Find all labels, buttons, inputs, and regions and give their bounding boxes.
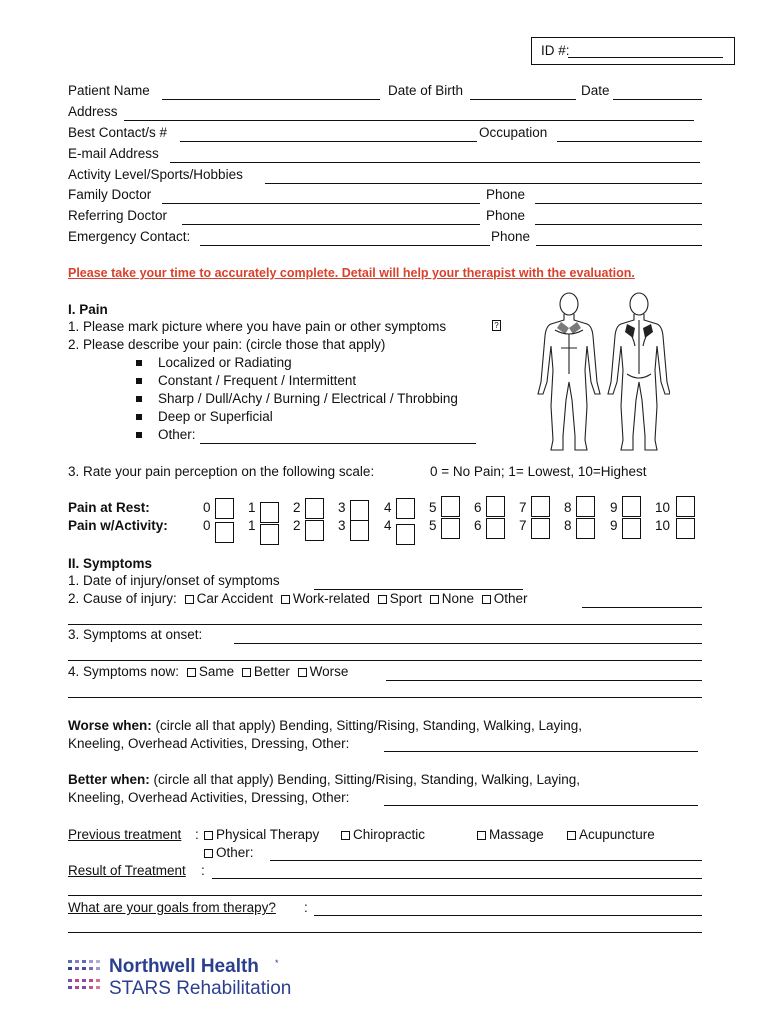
activity-rating-box-2[interactable]	[305, 520, 324, 541]
pain-option[interactable]: Deep or Superficial	[158, 409, 273, 424]
bullet-icon	[136, 414, 142, 420]
missing-glyph-icon: ?	[492, 320, 501, 331]
rating-number: 3	[338, 500, 346, 515]
id-box	[531, 37, 735, 65]
rating-number: 7	[519, 500, 527, 515]
previous-option-massage	[477, 827, 544, 842]
dob-label: Date of Birth	[388, 83, 464, 98]
referring-doctor-input[interactable]	[182, 224, 480, 225]
result-extra-line[interactable]	[68, 895, 702, 896]
rating-number: 2	[293, 518, 301, 533]
dob-input[interactable]	[470, 99, 576, 100]
rest-rating-box-5[interactable]	[441, 496, 460, 517]
activity-rating-box-0[interactable]	[215, 522, 234, 543]
best-contact-label: Best Contact/s #	[68, 125, 168, 140]
rating-number: 0	[203, 518, 211, 533]
activity-rating-box-4[interactable]	[396, 524, 415, 545]
id-label: ID #:	[541, 43, 570, 58]
cause-option: None	[441, 591, 475, 606]
pain-activity-label: Pain w/Activity:	[68, 518, 168, 533]
rating-number: 8	[564, 518, 572, 533]
activity-rating-box-9[interactable]	[622, 518, 641, 539]
rest-rating-box-8[interactable]	[576, 496, 595, 517]
pain-other-input[interactable]	[200, 443, 476, 444]
worse-when-line1	[68, 718, 582, 733]
cause-row	[68, 591, 528, 606]
family-doctor-input[interactable]	[162, 203, 480, 204]
rest-rating-box-3[interactable]	[350, 500, 369, 521]
at-onset-extra-line[interactable]	[68, 660, 702, 661]
bullet-icon	[136, 396, 142, 402]
best-contact-input[interactable]	[180, 141, 477, 142]
pain-option[interactable]: Constant / Frequent / Intermittent	[158, 373, 357, 388]
activity-label: Activity Level/Sports/Hobbies	[68, 167, 243, 182]
symptoms-now-row	[68, 664, 348, 679]
rating-number: 10	[655, 518, 671, 533]
previous-option-chiro	[341, 827, 425, 842]
cause-label: 2. Cause of injury:	[68, 591, 177, 606]
at-onset-input[interactable]	[234, 643, 702, 644]
rest-rating-box-7[interactable]	[531, 496, 550, 517]
northwell-logo-icon	[68, 958, 104, 998]
onset-date-label: 1. Date of injury/onset of symptoms	[68, 573, 280, 588]
activity-rating-box-5[interactable]	[441, 518, 460, 539]
referring-phone-label: Phone	[486, 208, 526, 223]
colon-text: :	[304, 900, 308, 915]
referring-phone-input[interactable]	[535, 224, 702, 225]
activity-rating-box-10[interactable]	[676, 518, 695, 539]
patient-name-input[interactable]	[162, 99, 380, 100]
at-onset-label: 3. Symptoms at onset:	[68, 627, 203, 642]
pain-heading: I. Pain	[68, 302, 108, 317]
rest-rating-box-1[interactable]	[260, 502, 279, 523]
body-diagram[interactable]	[535, 290, 670, 460]
rating-number: 1	[248, 500, 256, 515]
option-label: Physical Therapy	[216, 827, 320, 842]
checkbox-icon[interactable]	[567, 831, 576, 840]
result-treatment-input[interactable]	[212, 878, 702, 879]
checkbox-icon[interactable]	[298, 668, 307, 677]
better-when-line2: Kneeling, Overhead Activities, Dressing, Other:	[68, 790, 350, 805]
goals-label: What are your goals from therapy?	[68, 900, 276, 915]
checkbox-icon[interactable]	[482, 595, 491, 604]
rest-rating-box-10[interactable]	[676, 496, 695, 517]
family-phone-input[interactable]	[535, 203, 702, 204]
rating-number: 7	[519, 518, 527, 533]
logo-line2: STARS Rehabilitation	[109, 978, 292, 999]
previous-option-acupuncture	[567, 827, 655, 842]
symptoms-heading: II. Symptoms	[68, 556, 153, 571]
activity-rating-box-7[interactable]	[531, 518, 550, 539]
bullet-icon	[136, 360, 142, 366]
emergency-contact-input[interactable]	[200, 245, 490, 246]
rating-number: 0	[203, 500, 211, 515]
date-input[interactable]	[613, 99, 702, 100]
pain-option-other-label: Other:	[158, 427, 196, 442]
pain-scale: 0 = No Pain; 1= Lowest, 10=Highest	[430, 464, 647, 479]
option-label: Acupuncture	[579, 827, 655, 842]
symptoms-now-input[interactable]	[386, 680, 702, 681]
referring-doctor-label: Referring Doctor	[68, 208, 168, 223]
logo-mark: *	[275, 958, 279, 968]
rest-rating-box-4[interactable]	[396, 498, 415, 519]
email-label: E-mail Address	[68, 146, 159, 161]
rest-rating-box-2[interactable]	[305, 498, 324, 519]
pain-q3: 3. Rate your pain perception on the following scale:	[68, 464, 375, 479]
worse-when-options[interactable]: (circle all that apply) Bending, Sitting/Rising, Standing, Walking, Laying,	[151, 718, 582, 733]
pain-option[interactable]: Sharp / Dull/Achy / Burning / Electrical / Throbbing	[158, 391, 458, 406]
pain-q2: 2. Please describe your pain: (circle those that apply)	[68, 337, 386, 352]
emergency-contact-label: Emergency Contact:	[68, 229, 191, 244]
address-label: Address	[68, 104, 118, 119]
symptoms-now-extra-line[interactable]	[68, 697, 702, 698]
rating-number: 9	[610, 500, 618, 515]
option-label: Chiropractic	[353, 827, 426, 842]
better-when-options[interactable]: (circle all that apply) Bending, Sitting/Rising, Standing, Walking, Laying,	[149, 772, 580, 787]
rating-number: 6	[474, 518, 482, 533]
checkbox-icon[interactable]	[477, 831, 486, 840]
rating-number: 5	[429, 518, 437, 533]
occupation-input[interactable]	[557, 141, 702, 142]
cause-option: Car Accident	[196, 591, 274, 606]
rating-number: 4	[384, 500, 392, 515]
previous-option-pt	[204, 827, 319, 842]
checkbox-icon[interactable]	[281, 595, 290, 604]
activity-rating-box-6[interactable]	[486, 518, 505, 539]
option-label: Other:	[216, 845, 254, 860]
previous-option-other	[204, 845, 254, 860]
now-option: Worse	[309, 664, 349, 679]
logo-line1: Northwell Health	[109, 956, 259, 977]
worse-when-line2: Kneeling, Overhead Activities, Dressing, Other:	[68, 736, 350, 751]
bullet-icon	[136, 378, 142, 384]
rating-number: 4	[384, 518, 392, 533]
better-other-input[interactable]	[384, 805, 698, 806]
checkbox-icon[interactable]	[204, 849, 213, 858]
colon-text: :	[201, 863, 205, 878]
cause-option: Sport	[389, 591, 422, 606]
goals-extra-line[interactable]	[68, 932, 702, 933]
activity-rating-box-8[interactable]	[576, 518, 595, 539]
worse-other-input[interactable]	[384, 751, 698, 752]
email-input[interactable]	[170, 162, 700, 163]
cause-option: Other	[493, 591, 528, 606]
notice-text: Please take your time to accurately complete. Detail will help your therapist with the evaluation.	[68, 266, 635, 280]
id-input[interactable]	[568, 57, 723, 58]
pain-q1: 1. Please mark picture where you have pain or other symptoms	[68, 319, 447, 334]
rating-number: 1	[248, 518, 256, 533]
family-doctor-label: Family Doctor	[68, 187, 152, 202]
patient-name-label: Patient Name	[68, 83, 150, 98]
cause-option: Work-related	[292, 591, 370, 606]
rest-rating-box-0[interactable]	[215, 498, 234, 519]
option-label: Massage	[489, 827, 544, 842]
previous-treatment-label: Previous treatment	[68, 827, 182, 842]
checkbox-icon[interactable]	[187, 668, 196, 677]
symptoms-now-label: 4. Symptoms now:	[68, 664, 180, 679]
date-label: Date	[581, 83, 610, 98]
onset-date-input[interactable]	[314, 589, 523, 590]
checkbox-icon[interactable]	[204, 831, 213, 840]
better-when-line1	[68, 772, 580, 787]
checkbox-icon[interactable]	[242, 668, 251, 677]
rating-number: 3	[338, 518, 346, 533]
rating-number: 2	[293, 500, 301, 515]
checkbox-icon[interactable]	[341, 831, 350, 840]
bullet-icon	[136, 432, 142, 438]
pain-rest-label: Pain at Rest:	[68, 500, 150, 515]
worse-when-label: Worse when:	[68, 718, 152, 733]
rating-number: 6	[474, 500, 482, 515]
emergency-phone-label: Phone	[491, 229, 531, 244]
now-option: Better	[253, 664, 290, 679]
colon-text: :	[195, 827, 199, 842]
now-option: Same	[198, 664, 235, 679]
activity-input[interactable]	[265, 183, 702, 184]
rest-rating-box-9[interactable]	[622, 496, 641, 517]
better-when-label: Better when:	[68, 772, 150, 787]
checkbox-icon[interactable]	[185, 595, 194, 604]
checkbox-icon[interactable]	[430, 595, 439, 604]
cause-other-input[interactable]	[582, 607, 702, 608]
family-phone-label: Phone	[486, 187, 526, 202]
occupation-label: Occupation	[479, 125, 548, 140]
checkbox-icon[interactable]	[378, 595, 387, 604]
emergency-phone-input[interactable]	[536, 245, 702, 246]
pain-option[interactable]: Localized or Radiating	[158, 355, 292, 370]
goals-input[interactable]	[314, 915, 702, 916]
previous-other-input[interactable]	[270, 860, 702, 861]
rating-number: 9	[610, 518, 618, 533]
rating-number: 10	[655, 500, 671, 515]
activity-rating-box-3[interactable]	[350, 520, 369, 541]
address-input[interactable]	[124, 120, 694, 121]
activity-rating-box-1[interactable]	[260, 524, 279, 545]
rating-number: 5	[429, 500, 437, 515]
rest-rating-box-6[interactable]	[486, 496, 505, 517]
rating-number: 8	[564, 500, 572, 515]
cause-extra-line[interactable]	[68, 624, 702, 625]
result-treatment-label: Result of Treatment	[68, 863, 186, 878]
